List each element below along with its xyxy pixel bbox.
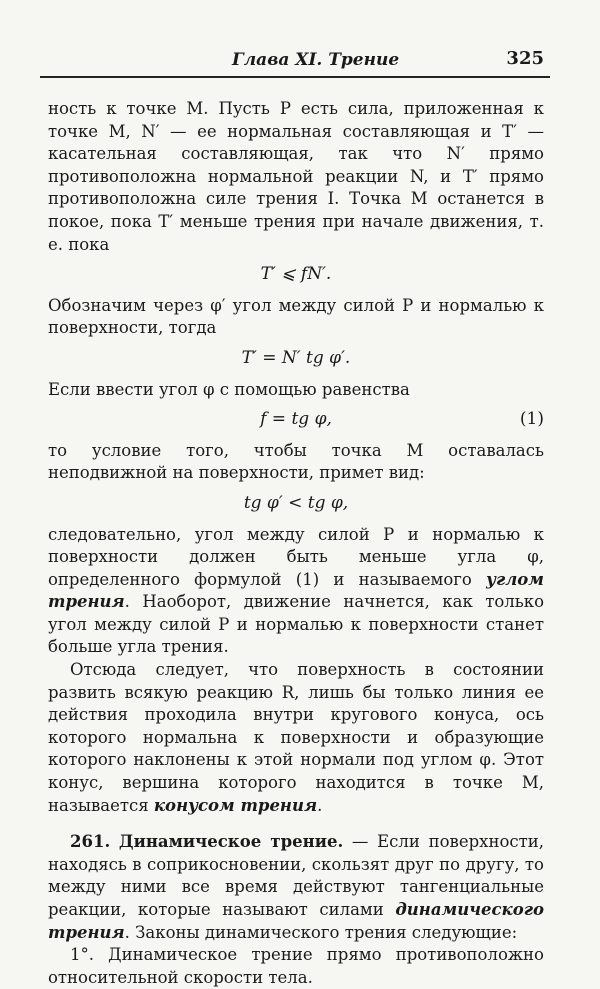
- formula-1: [48, 408, 544, 431]
- paragraph-6: [48, 659, 544, 817]
- p5-text-b: . Наоборот, движение начнется, как только угол между силой P и нормалью к поверхности станет больше угла трения.: [48, 592, 544, 657]
- running-head: Глава XI. Трение: [232, 50, 400, 70]
- s261-text-b: . Законы динамического трения следующие:: [124, 922, 518, 942]
- formula-1-expression: f = tg φ,: [260, 409, 332, 430]
- p5-text-a: следовательно, угол между силой P и нормалью к поверхности должен быть меньше угла φ, определенного формулой (1) и называемого: [48, 524, 544, 589]
- page-header: [40, 48, 550, 78]
- formula-1-number: (1): [519, 409, 544, 430]
- term-friction-angle: углом трения: [48, 569, 544, 612]
- paragraph-4: то условие того, чтобы точка M оставалась неподвижной на поверхности, примет вид:: [48, 440, 544, 483]
- paragraph-1: ность к точке M. Пусть P есть сила, приложенная к точке M, N′ — ее нормальная составляющая и T′ — касательная составляющая, так что N′ прямо противоположна нормальной реакции N, и T′ прямо противоположна силе трения I. Точка M останется в покое, пока T′ меньше трения при начале движения, т. е. пока: [48, 99, 544, 254]
- paragraph-2: Обозначим через φ′ угол между силой P и нормалью к поверхности, тогда: [48, 295, 544, 338]
- section-title: Динамическое трение.: [118, 832, 344, 852]
- term-dynamic-friction: динамического трения: [48, 900, 544, 942]
- formula-inequality: T′ ⩽ fN′.: [260, 264, 332, 285]
- formula-tangential: T′ = N′ tg φ′.: [241, 347, 351, 368]
- paragraph-3: Если ввести угол φ с помощью равенства: [48, 379, 410, 399]
- paragraph-5: [48, 524, 544, 660]
- formula-condition: tg φ′ < tg φ,: [243, 492, 349, 513]
- section-261: [48, 831, 544, 944]
- page-number: 325: [506, 48, 544, 69]
- p6-text-a: Отсюда следует, что поверхность в состоянии развить всякую реакцию R, лишь бы только линия ее действия проходила внутри кругового конуса, ось которого нормальна к поверхности и образующие которого наклонены к этой нормали под углом φ. Этот конус, вершина которого находится в точке M, называется: [48, 660, 544, 815]
- section-number: 261.: [70, 832, 111, 852]
- p6-text-b: .: [317, 795, 323, 815]
- page-body: [48, 98, 544, 989]
- term-friction-cone: конусом трения: [153, 795, 318, 815]
- law-1: 1°. Динамическое трение прямо противоположно относительной скорости тела.: [48, 945, 544, 987]
- s261-text-a: — Если поверхности, находясь в соприкосновении, скользят друг по другу, то между ними все время действуют тангенциальные реакции, которые называют силами: [48, 832, 544, 919]
